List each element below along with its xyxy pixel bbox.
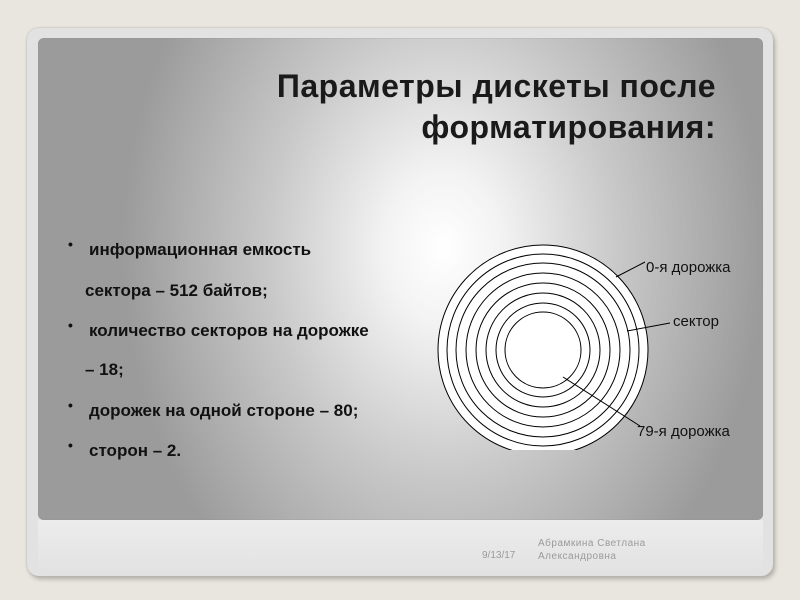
bullet-dot: •	[68, 317, 73, 333]
bullet-1-line-1: информационная емкость	[89, 240, 312, 259]
bullet-3-line-1: дорожек на одной стороне – 80;	[89, 401, 359, 420]
title-line-2: форматирования:	[421, 109, 716, 145]
track-rings	[438, 245, 648, 450]
bullet-dot: •	[68, 437, 73, 453]
bullet-4-line-1: сторон – 2.	[89, 441, 182, 460]
footer-band	[38, 520, 763, 570]
footer-date: 9/13/17	[482, 550, 516, 561]
bullet-2-line-2: – 18;	[85, 360, 124, 379]
footer-author-line-2: Александровна	[538, 551, 617, 562]
slide-title	[277, 66, 716, 148]
footer-author	[538, 537, 646, 563]
bullet-1-line-2: сектора – 512 байтов;	[85, 281, 268, 300]
footer-author-line-1: Абрамкина Светлана	[538, 538, 646, 549]
bullet-2-line-1: количество секторов на дорожке	[89, 321, 369, 340]
title-line-1: Параметры дискеты после	[276, 68, 716, 104]
track0-label: 0-я дорожка	[646, 259, 731, 276]
track79-label: 79-я дорожка	[637, 423, 730, 440]
sector-label: сектор	[673, 313, 719, 330]
floppy-tracks-diagram	[430, 235, 760, 450]
center-hole	[505, 312, 581, 388]
track0-leader-line	[616, 262, 645, 277]
bullet-dot: •	[68, 397, 73, 413]
bullet-dot: •	[68, 236, 73, 252]
